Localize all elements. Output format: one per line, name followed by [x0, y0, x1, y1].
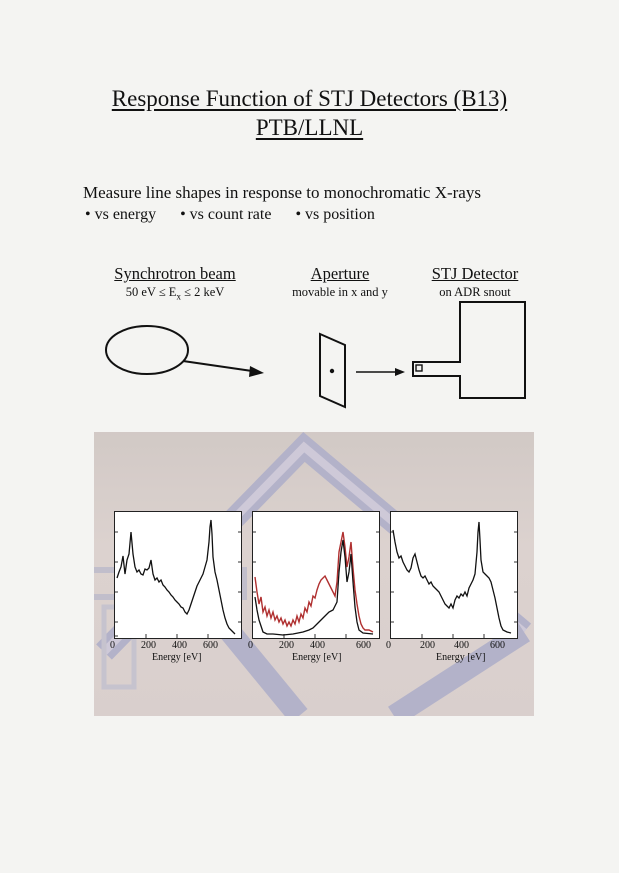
spectrum-right-plot: [391, 512, 517, 638]
x-tick-left-0: 0: [110, 640, 115, 651]
slide-title: Response Function of STJ Detectors (B13): [111, 86, 508, 111]
spectrum-panel-middle: [252, 511, 380, 639]
x-axis-title-left: Energy [eV]: [152, 652, 202, 663]
bullet-list: [85, 206, 395, 224]
aperture-label: Aperture: [310, 264, 370, 283]
spectrum-panel-left: [114, 511, 242, 639]
spectrum-right-black-trace: [393, 522, 511, 633]
detector-sub: on ADR snout: [439, 285, 511, 299]
x-tick-right-0: 0: [386, 640, 391, 651]
spectrum-left-plot: [115, 512, 241, 638]
x-tick-middle-0: 0: [248, 640, 253, 651]
aperture-arrow: [356, 368, 405, 376]
spectrum-middle-red-trace: [255, 532, 373, 632]
spectrum-middle-plot: [253, 512, 379, 638]
bullet-count-rate: • vs count rate: [180, 206, 272, 223]
x-tick-right-400: 400: [454, 640, 469, 651]
x-tick-right-600: 600: [490, 640, 505, 651]
synchrotron-energy-range: 50 eV ≤ $E_x \le 2$ keV: [125, 285, 225, 302]
intro-text: Measure line shapes in response to monochromatic X-rays: [83, 183, 481, 202]
x-tick-right-200: 200: [420, 640, 435, 651]
detector-label: STJ Detector: [431, 264, 519, 283]
x-tick-middle-600: 600: [356, 640, 371, 651]
x-axis-title-middle: Energy [eV]: [292, 652, 342, 663]
x-tick-left-600: 600: [203, 640, 218, 651]
aperture-plate: [320, 334, 345, 407]
setup-diagram: [0, 300, 619, 420]
x-tick-left-400: 400: [172, 640, 187, 651]
x-tick-left-200: 200: [141, 640, 156, 651]
x-tick-middle-200: 200: [279, 640, 294, 651]
x-tick-middle-400: 400: [310, 640, 325, 651]
spectrum-left-black-trace: [117, 520, 235, 634]
x-axis-title-right: Energy [eV]: [436, 652, 486, 663]
slide-subtitle: PTB/LLNL: [255, 115, 364, 140]
bullet-energy: • vs energy: [85, 206, 157, 223]
stj-detector-shape: [413, 302, 525, 398]
synchrotron-label: Synchrotron beam: [114, 264, 236, 283]
synchrotron-ring: [106, 326, 264, 377]
detector-photo: [94, 432, 534, 716]
aperture-sub: movable in x and y: [292, 285, 388, 299]
bullet-position: • vs position: [295, 206, 375, 223]
spectrum-panel-right: [390, 511, 518, 639]
